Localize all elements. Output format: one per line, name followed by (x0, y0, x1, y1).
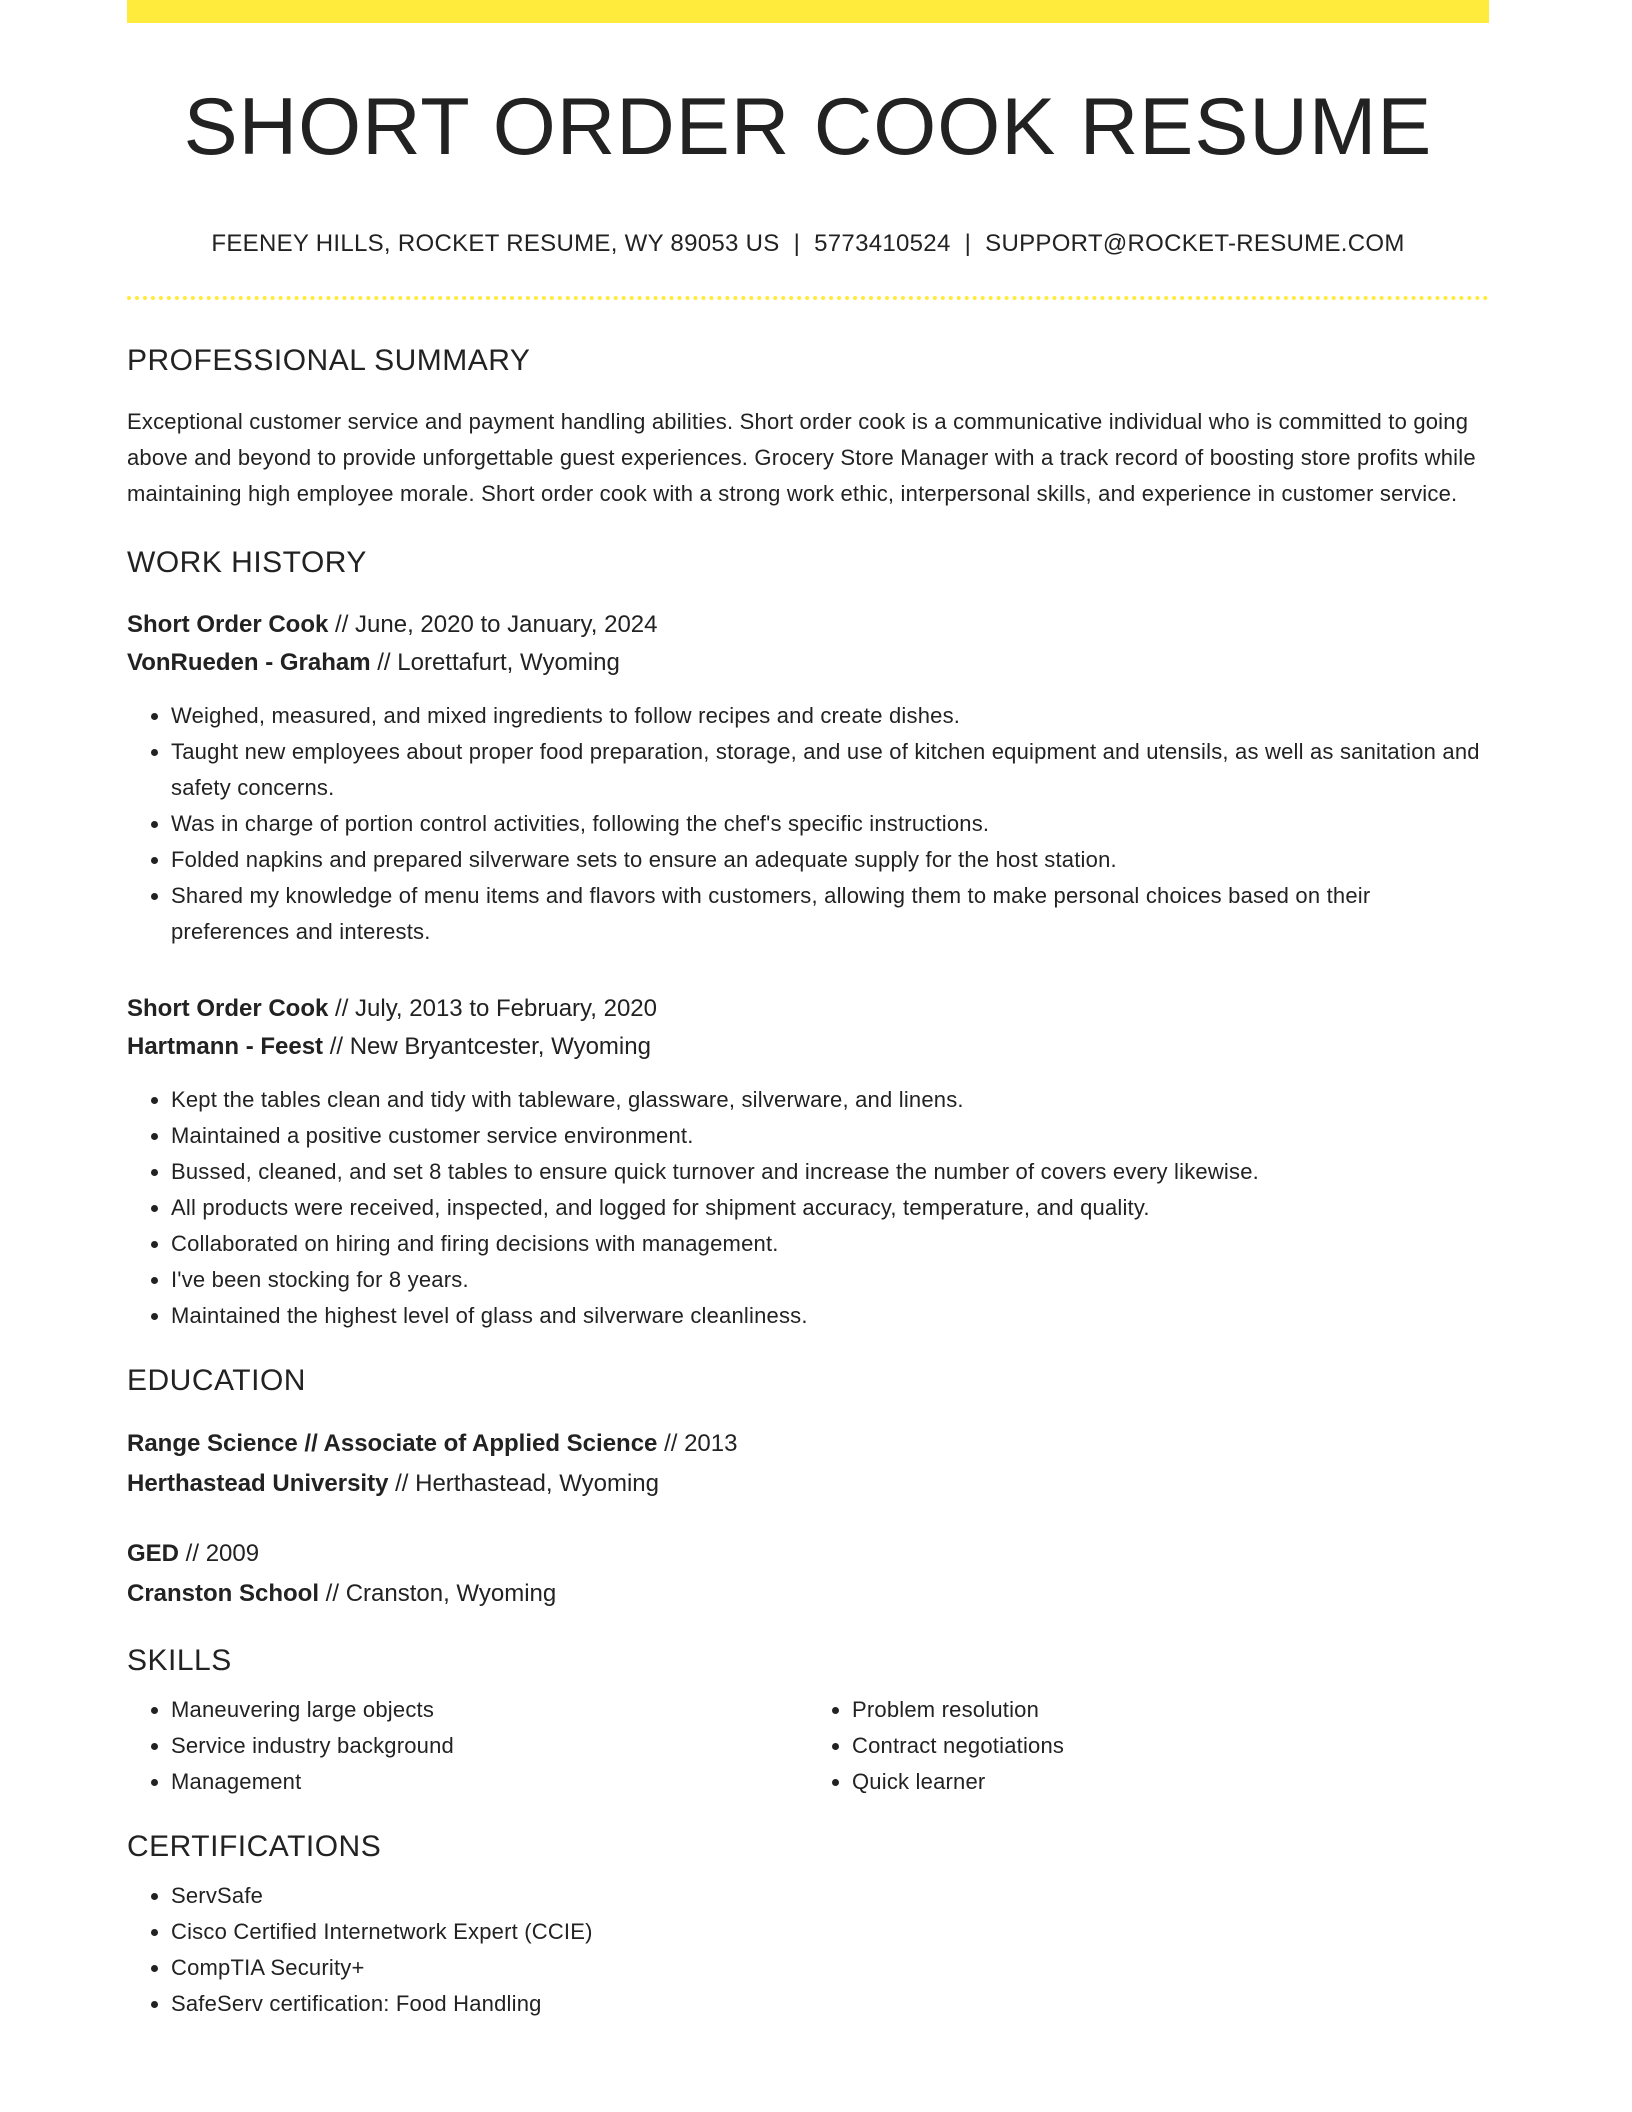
list-item: • Taught new employees about proper food preparation, storage, and use of kitchen equipment and utensils, as well as sanitation and safety concerns. (171, 734, 1489, 806)
list-item: • I've been stocking for 8 years. (171, 1262, 1489, 1298)
job-duties-list (127, 698, 1489, 950)
list-item: • Maneuvering large objects (171, 1692, 808, 1728)
list-item: • Quick learner (852, 1764, 1489, 1800)
list-item: • All products were received, inspected, and logged for shipment accuracy, temperature, and quality. (171, 1190, 1489, 1226)
job-role: Short Order Cook (127, 995, 329, 1023)
work-history-heading: WORK HISTORY (127, 546, 367, 580)
list-item: • Management (171, 1764, 808, 1800)
job-dates: // July, 2013 to February, 2020 (328, 995, 657, 1023)
list-item: • Was in charge of portion control activities, following the chef's specific instructions. (171, 806, 1489, 842)
education-year: // 2013 (657, 1430, 738, 1458)
education-degree-line (127, 1424, 1489, 1464)
list-item: • Problem resolution (852, 1692, 1489, 1728)
skills-list-right (808, 1692, 1489, 1800)
list-item: • Maintained the highest level of glass and silverware cleanliness. (171, 1298, 1489, 1334)
list-item: • Contract negotiations (852, 1728, 1489, 1764)
job-role: Short Order Cook (127, 611, 329, 639)
job-location: // New Bryantcester, Wyoming (323, 1033, 651, 1061)
job-company: VonRueden - Graham (127, 649, 371, 677)
job-company-line (127, 1028, 1489, 1066)
list-item: • Kept the tables clean and tidy with tableware, glassware, silverware, and linens. (171, 1082, 1489, 1118)
skills-grid (127, 1692, 1489, 1800)
skills-list-left (127, 1692, 808, 1800)
certifications-heading: CERTIFICATIONS (127, 1830, 382, 1864)
list-item: • Service industry background (171, 1728, 808, 1764)
list-item: • Bussed, cleaned, and set 8 tables to ensure quick turnover and increase the number of covers every likewise. (171, 1154, 1489, 1190)
job-location: // Lorettafurt, Wyoming (370, 649, 620, 677)
skills-heading: SKILLS (127, 1644, 232, 1678)
education-school: Cranston School (127, 1580, 320, 1608)
contact-address: FEENEY HILLS, ROCKET RESUME, WY 89053 US (211, 230, 780, 258)
summary-heading: PROFESSIONAL SUMMARY (127, 344, 531, 378)
resume-title: SHORT ORDER COOK RESUME (183, 82, 1433, 172)
list-item: • Collaborated on hiring and firing decisions with management. (171, 1226, 1489, 1262)
list-item: • CompTIA Security+ (171, 1950, 1489, 1986)
job-entry (127, 990, 1489, 1334)
list-item: • SafeServ certification: Food Handling (171, 1986, 1489, 2022)
contact-separator: | (793, 230, 801, 258)
dotted-divider (127, 296, 1489, 300)
job-role-line (127, 606, 1489, 644)
top-accent-bar (127, 0, 1489, 23)
education-entry (127, 1424, 1489, 1504)
education-degree: GED (127, 1540, 180, 1568)
education-location: // Herthastead, Wyoming (388, 1470, 659, 1498)
contact-separator: | (964, 230, 972, 258)
resume-page (127, 0, 1489, 2022)
education-year: // 2009 (179, 1540, 260, 1568)
certifications-list (127, 1878, 1489, 2022)
contact-line (127, 230, 1489, 258)
job-entry (127, 606, 1489, 950)
education-school-line (127, 1464, 1489, 1504)
education-degree: Range Science // Associate of Applied Science (127, 1430, 658, 1458)
education-school-line (127, 1574, 1489, 1614)
list-item: • Weighed, measured, and mixed ingredients to follow recipes and create dishes. (171, 698, 1489, 734)
list-item: • Cisco Certified Internetwork Expert (CCIE) (171, 1914, 1489, 1950)
job-dates: // June, 2020 to January, 2024 (328, 611, 658, 639)
job-company-line (127, 644, 1489, 682)
contact-phone: 5773410524 (814, 230, 951, 258)
education-location: // Cranston, Wyoming (319, 1580, 557, 1608)
job-company: Hartmann - Feest (127, 1033, 324, 1061)
contact-email: SUPPORT@ROCKET-RESUME.COM (985, 230, 1405, 258)
list-item: • ServSafe (171, 1878, 1489, 1914)
list-item: • Shared my knowledge of menu items and flavors with customers, allowing them to make personal choices based on their preferences and interests. (171, 878, 1489, 950)
job-duties-list (127, 1082, 1489, 1334)
education-entry (127, 1534, 1489, 1614)
education-heading: EDUCATION (127, 1364, 306, 1398)
education-school: Herthastead University (127, 1470, 389, 1498)
list-item: • Folded napkins and prepared silverware sets to ensure an adequate supply for the host station. (171, 842, 1489, 878)
summary-text: Exceptional customer service and payment handling abilities. Short order cook is a communicative individual who is committed to going above and beyond to provide unforgettable guest experiences. Grocery Store Manager with a track record of boosting store profits while maintaining high employee morale. Short order cook with a strong work ethic, interpersonal skills, and experience in customer service. (127, 409, 1476, 507)
list-item: • Maintained a positive customer service environment. (171, 1118, 1489, 1154)
education-degree-line (127, 1534, 1489, 1574)
job-role-line (127, 990, 1489, 1028)
